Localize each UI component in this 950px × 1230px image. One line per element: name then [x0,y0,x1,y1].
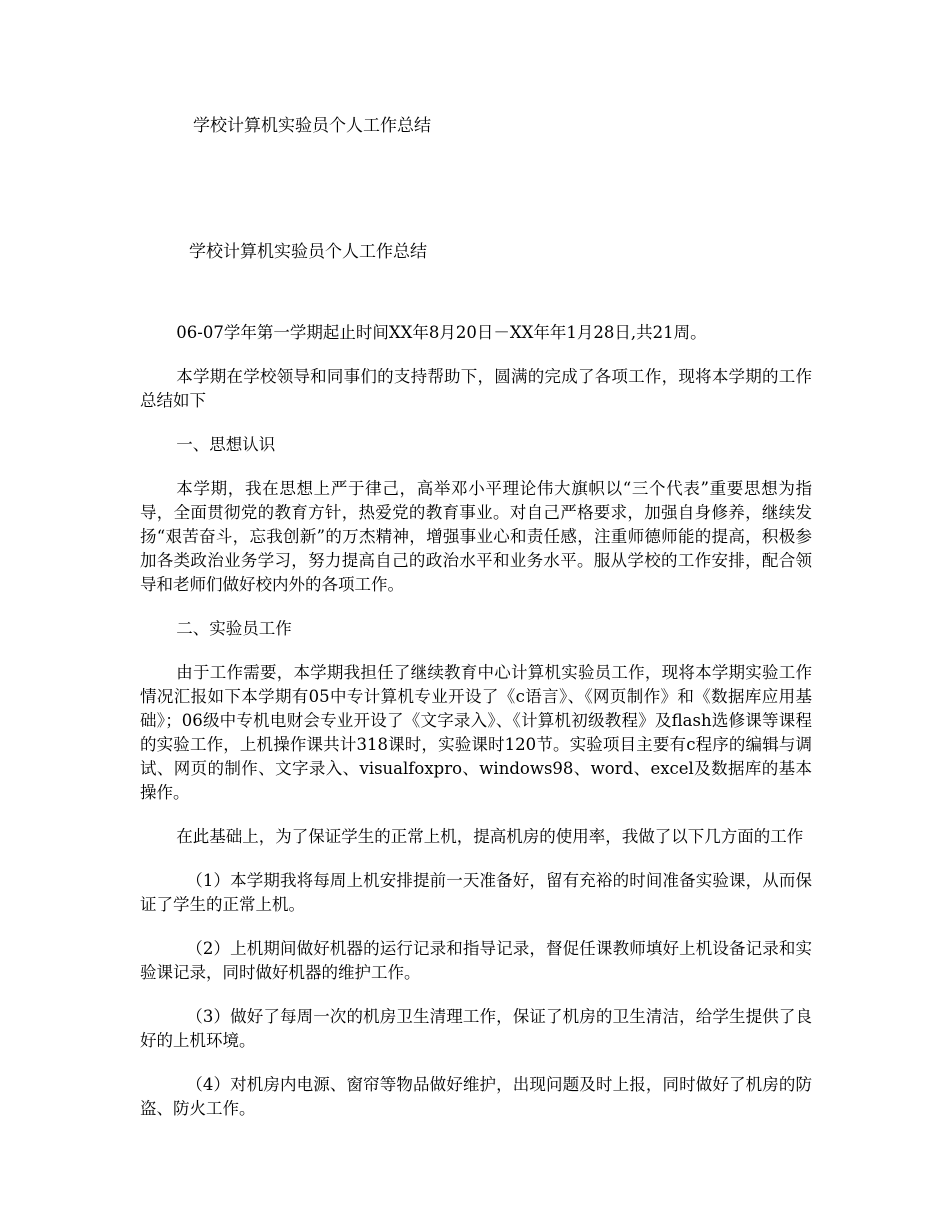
paragraph-semester-dates: 06-07学年第一学期起止时间XX年8月20日－XX年年1月28日,共21周。 [176,323,707,342]
document-title: 学校计算机实验员个人工作总结 [189,242,427,262]
section-heading-thinking: 一、思想认识 [176,435,276,454]
paragraph-measures-intro: 在此基础上，为了保证学生的正常上机，提高机房的使用率，我做了以下几方面的工作 [176,827,804,846]
list-item: （1）本学期我将每周上机安排提前一天准备好，留有充裕的时间准备实验课，从而保证了学生的正常上机。 [140,871,812,914]
section-heading-lab-work: 二、实验员工作 [176,619,292,638]
document-header-title: 学校计算机实验员个人工作总结 [193,116,431,136]
paragraph-lab-work: 由于工作需要，本学期我担任了继续教育中心计算机实验员工作，现将本学期实验工作情况汇报如下本学期有05中专计算机专业开设了《c语言》、《网页制作》和《数据库应用基础》；06级中专机电财会专业开设了《文字录入》、《计算机初级教程》及flash选修课等课程的实验工作，上机操作课共计318课时，实验课时120节。实验项目主要有c程序的编辑与调试、网页的制作、文字录入、visualfoxpro、windows98、word、excel及数据库的基本操作。 [140,663,812,802]
list-item: （4）对机房内电源、窗帘等物品做好维护，出现问题及时上报，同时做好了机房的防盗、防火工作。 [140,1075,812,1118]
list-item: （2）上机期间做好机器的运行记录和指导记录，督促任课教师填好上机设备记录和实验课记录，同时做好机器的维护工作。 [140,939,812,982]
list-item: （3）做好了每周一次的机房卫生清理工作，保证了机房的卫生清洁，给学生提供了良好的上机环境。 [140,1007,812,1050]
paragraph-thinking: 本学期，我在思想上严于律己，高举邓小平理论伟大旗帜以“三个代表”重要思想为指导，全面贯彻党的教育方针，热爱党的教育事业。对自己严格要求，加强自身修养，继续发扬“艰苦奋斗，忘我创新”的万杰精神，增强事业心和责任感，注重师德师能的提高，积极参加各类政治业务学习，努力提高自己的政治水平和业务水平。服从学校的工作安排，配合领导和老师们做好校内外的各项工作。 [140,479,812,594]
paragraph-intro: 本学期在学校领导和同事们的支持帮助下，圆满的完成了各项工作，现将本学期的工作总结如下 [140,367,812,410]
document-body [140,321,812,1141]
